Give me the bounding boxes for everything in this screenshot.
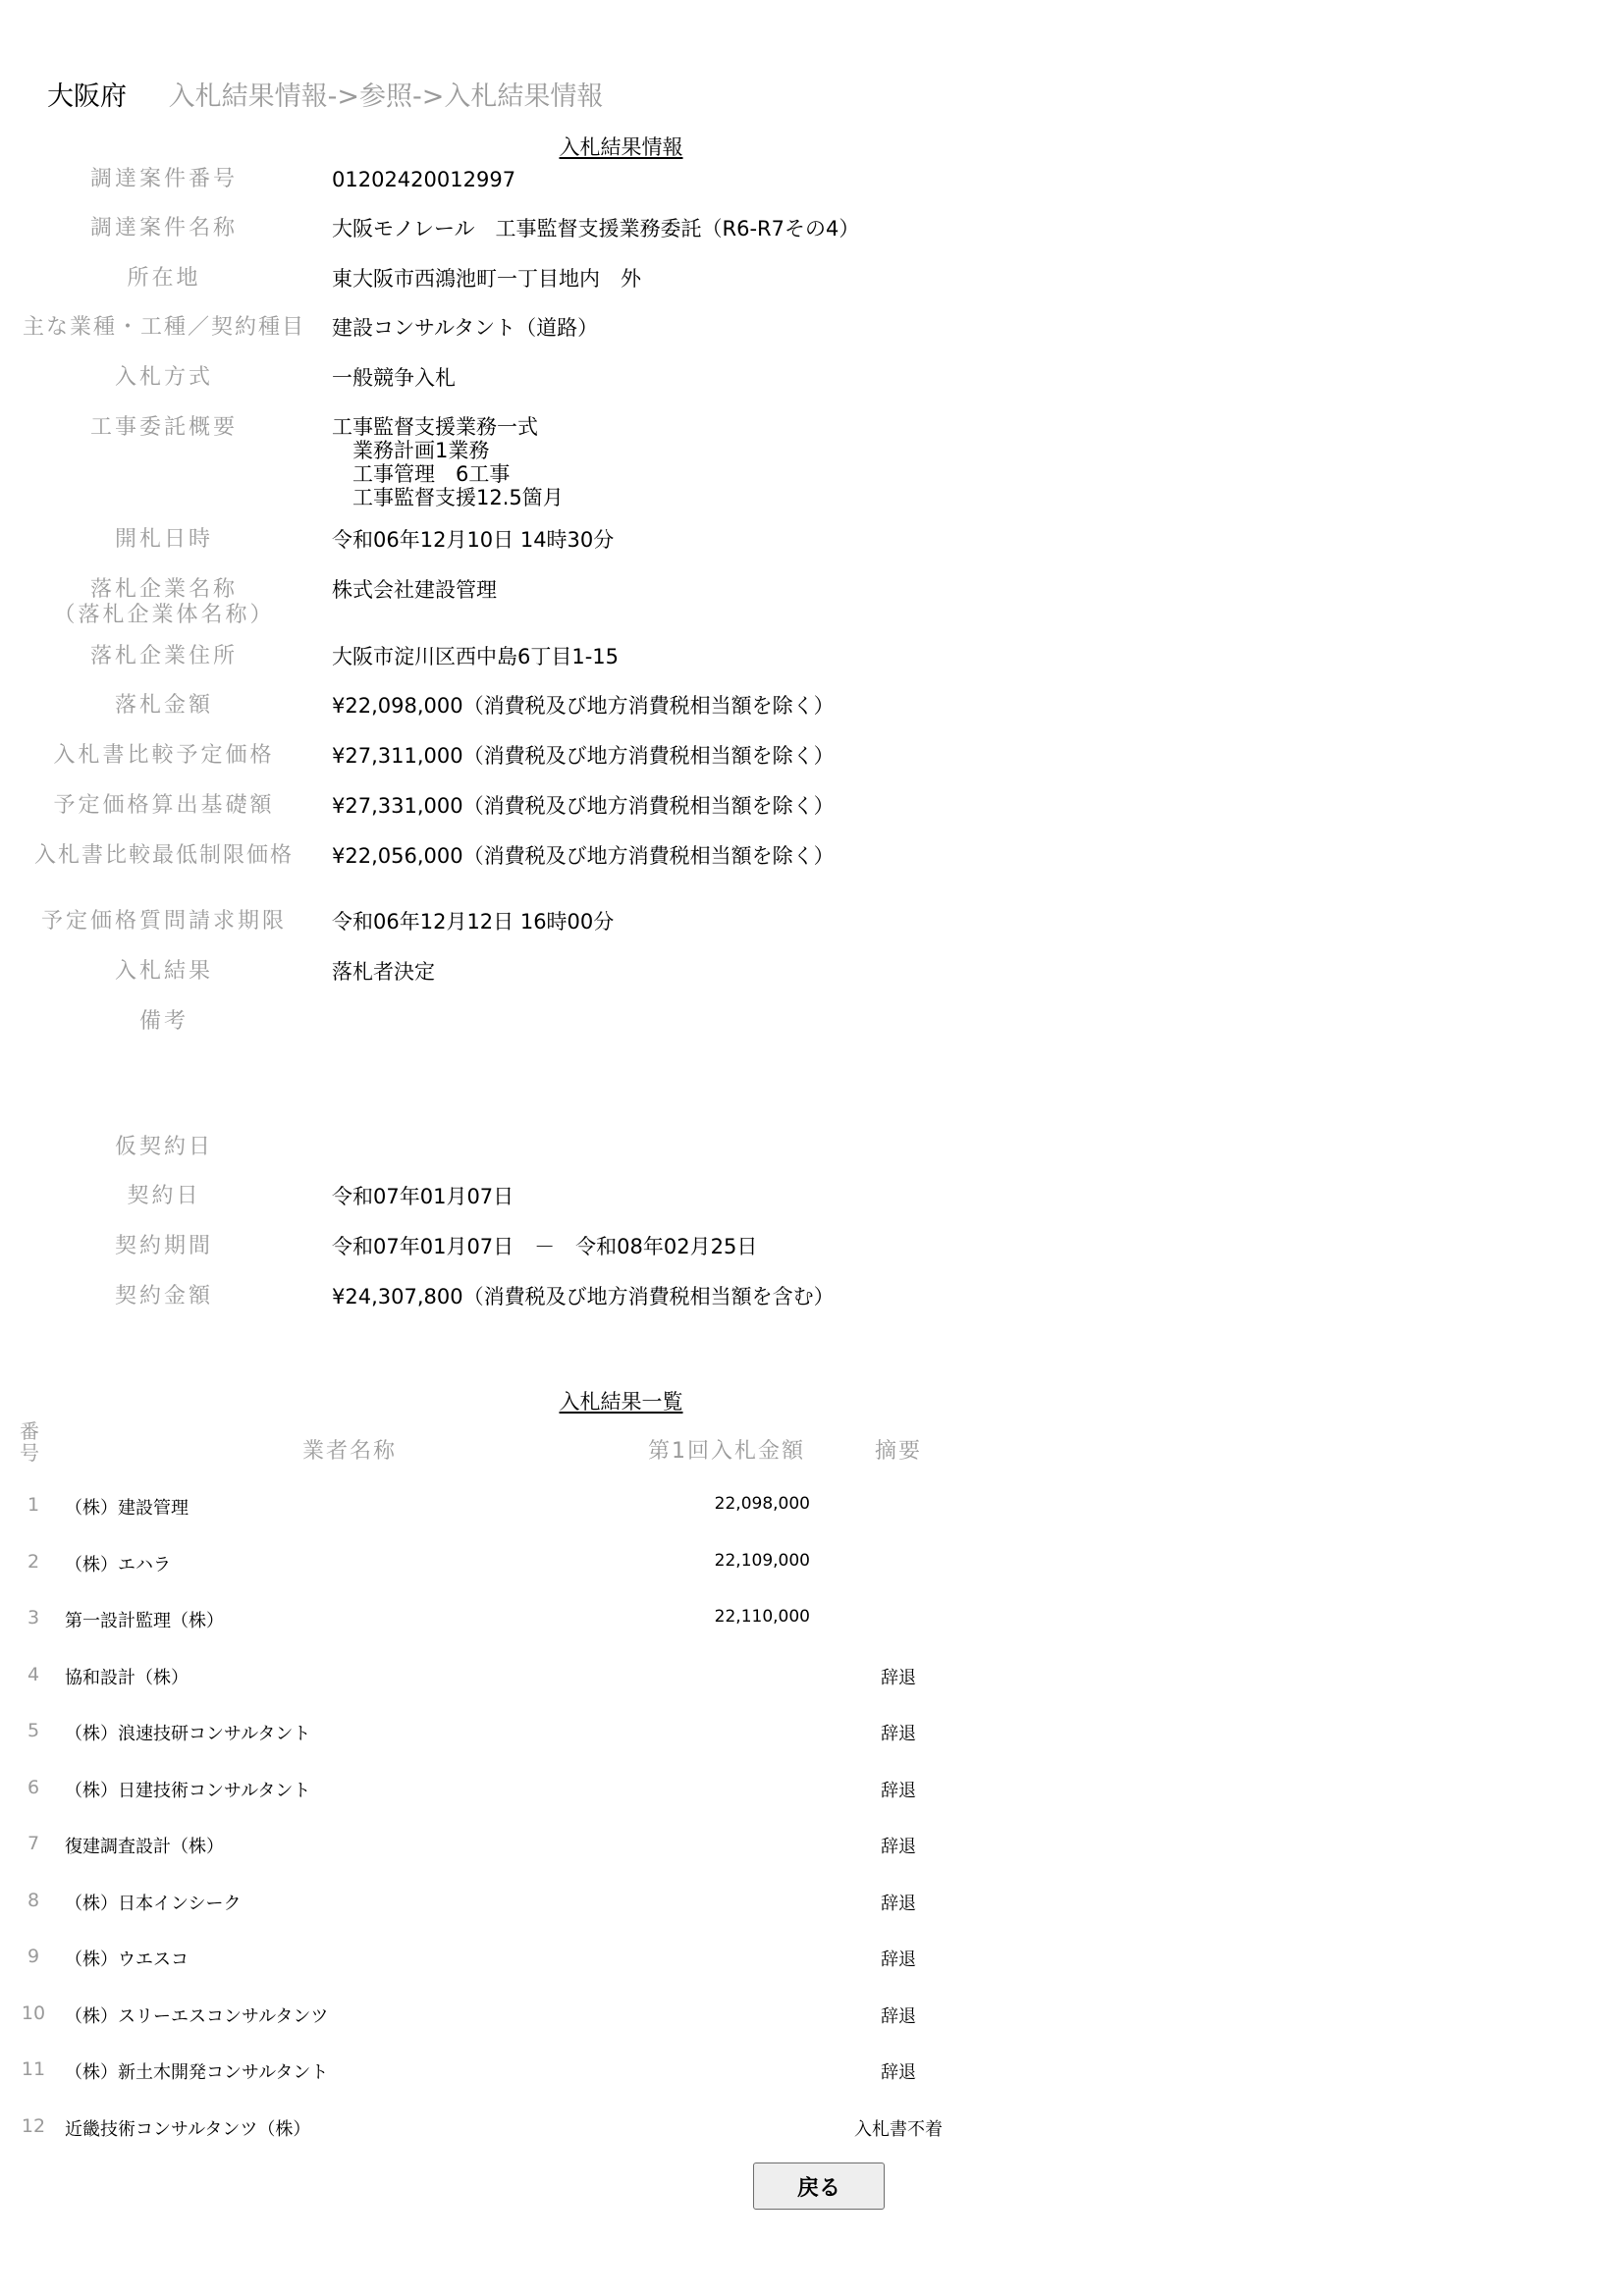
row-number: 4 [27,1663,40,1685]
table-row [0,1607,982,1646]
field-label: 落札企業住所 [89,644,238,668]
bidder-name: 協和設計（株） [65,1667,189,1688]
field-value: 令和07年01月07日 － 令和08年02月25日 [332,1235,758,1258]
bid-amount: 22,098,000 [714,1494,810,1514]
field-value: 大阪モノレール 工事監督支援業務委託（R6-R7その4） [332,217,860,240]
field-row-remarks [0,1009,1623,1117]
bidder-name: （株）建設管理 [65,1498,189,1519]
column-header-amount: 第1回入札金額 [648,1439,805,1464]
field-row-question-deadline [0,909,1623,950]
field-value: 株式会社建設管理 [332,578,497,602]
bidder-name: （株）浪速技研コンサルタント [65,1724,311,1744]
field-label: 所在地 [127,266,201,291]
bid-note: 辞退 [881,1724,916,1744]
field-label: 入札書比較予定価格 [53,743,275,768]
table-row [0,2002,982,2042]
field-row-contract-period [0,1234,1623,1275]
bid-note: 辞退 [881,2005,916,2027]
row-number: 9 [27,1946,40,1967]
field-label: 調達案件番号 [89,167,238,191]
bidder-name: 近畿技術コンサルタンツ（株） [65,2118,311,2140]
field-label: 契約期間 [114,1234,213,1258]
field-label: 主な業種・工種／契約種目 [22,315,305,340]
field-value: 落札者決定 [332,960,435,984]
field-value: ¥24,307,800（消費税及び地方消費税相当額を含む） [332,1285,835,1308]
field-label: 入札方式 [114,365,213,390]
row-number: 10 [21,2002,46,2024]
section-title-bid-list: 入札結果一覧 [559,1390,683,1414]
field-row-winning-amount [0,693,1623,734]
row-number: 8 [27,1889,40,1911]
table-row [0,1777,982,1816]
field-label: 予定価格質問請求期限 [40,909,287,934]
back-button[interactable]: 戻る [753,2163,885,2210]
table-row [0,1890,982,1929]
row-number: 7 [27,1833,40,1854]
field-label: 開札日時 [114,527,213,552]
row-number: 11 [21,2058,46,2080]
table-row [0,1494,982,1533]
table-row [0,1551,982,1590]
bid-note: 辞退 [881,1780,916,1801]
bid-note: 辞退 [881,2062,916,2083]
field-row-contract-amount [0,1284,1623,1325]
row-number: 1 [27,1494,40,1516]
row-number: 2 [27,1550,40,1573]
field-label: 仮契約日 [114,1135,213,1159]
bid-note: 辞退 [881,1667,916,1688]
bidder-name: （株）日本インシーク [65,1893,242,1914]
field-row-outline [0,415,1623,523]
bidder-name: 復建調査設計（株） [65,1837,224,1857]
bid-note: 辞退 [881,1893,916,1914]
field-row-case-number [0,167,1623,208]
field-label: 予定価格算出基礎額 [53,793,275,818]
field-value: ¥22,098,000（消費税及び地方消費税相当額を除く） [332,694,835,718]
breadcrumb: 入札結果情報->参照->入札結果情報 [168,81,604,112]
row-number: 3 [27,1607,40,1629]
row-number: 12 [21,2114,46,2137]
column-header-note: 摘要 [875,1439,923,1464]
field-row-winner-address [0,644,1623,685]
field-row-location [0,266,1623,307]
table-row [0,1833,982,1872]
field-value: 令和06年12月12日 16時00分 [332,910,615,934]
field-row-category [0,315,1623,356]
column-header-name: 業者名称 [302,1439,398,1464]
field-value: 一般競争入札 [332,366,456,390]
field-row-winner-name [0,577,1623,632]
bidder-name: （株）ウエスコ [65,1949,189,1970]
table-row [0,1664,982,1703]
table-row [0,2115,982,2155]
field-row-opening-date [0,527,1623,568]
field-value: 令和06年12月10日 14時30分 [332,528,615,552]
field-row-bid-method [0,365,1623,406]
bid-note: 辞退 [881,1837,916,1857]
field-value: 01202420012997 [332,168,516,191]
prefecture-name: 大阪府 [47,81,127,112]
field-value: 建設コンサルタント（道路） [332,316,599,340]
field-row-contract-date [0,1184,1623,1225]
field-value: ¥27,331,000（消費税及び地方消費税相当額を除く） [332,794,835,818]
field-row-minimum-price [0,843,1623,884]
bid-note: 辞退 [881,1949,916,1970]
field-label: 契約金額 [114,1284,213,1308]
field-value: 工事監督支援業務一式 業務計画1業務 工事管理 6工事 工事監督支援12.5箇月 [332,415,564,509]
field-label: 落札金額 [114,693,213,718]
column-header-number: 番 号 [20,1419,41,1465]
field-row-planned-price [0,743,1623,784]
field-label: 契約日 [127,1184,201,1208]
field-value: 令和07年01月07日 [332,1185,514,1208]
field-label: 工事委託概要 [89,415,238,440]
table-row [0,1720,982,1759]
bid-note: 入札書不着 [854,2118,943,2140]
field-value: ¥27,311,000（消費税及び地方消費税相当額を除く） [332,744,835,768]
field-row-base-amount [0,793,1623,834]
field-label: 入札書比較最低制限価格 [33,843,294,868]
row-number: 5 [27,1720,40,1741]
bidder-name: （株）新土木開発コンサルタント [65,2062,329,2083]
field-row-provisional-contract-date [0,1135,1623,1176]
page-header [47,75,603,113]
bidder-name: 第一設計監理（株） [65,1611,224,1631]
table-row [0,1946,982,1985]
field-value: 大阪市淀川区西中島6丁目1-15 [332,645,620,668]
field-row-case-name [0,216,1623,257]
table-row [0,2058,982,2098]
field-label: 備考 [138,1009,189,1034]
bidder-name: （株）日建技術コンサルタント [65,1780,311,1801]
field-label: 落札企業名称 （落札企業体名称） [53,577,275,627]
field-label: 調達案件名称 [89,216,238,240]
section-title-bid-result: 入札結果情報 [559,135,683,159]
row-number: 6 [27,1776,40,1798]
field-value: ¥22,056,000（消費税及び地方消費税相当額を除く） [332,844,835,868]
bidder-name: （株）スリーエスコンサルタンツ [65,2005,329,2027]
field-value: 東大阪市西鴻池町一丁目地内 外 [332,267,641,291]
bid-amount: 22,110,000 [714,1607,810,1627]
bidder-name: （株）エハラ [65,1554,171,1575]
field-label: 入札結果 [114,959,213,984]
field-row-result [0,959,1623,1000]
bid-amount: 22,109,000 [714,1550,810,1571]
